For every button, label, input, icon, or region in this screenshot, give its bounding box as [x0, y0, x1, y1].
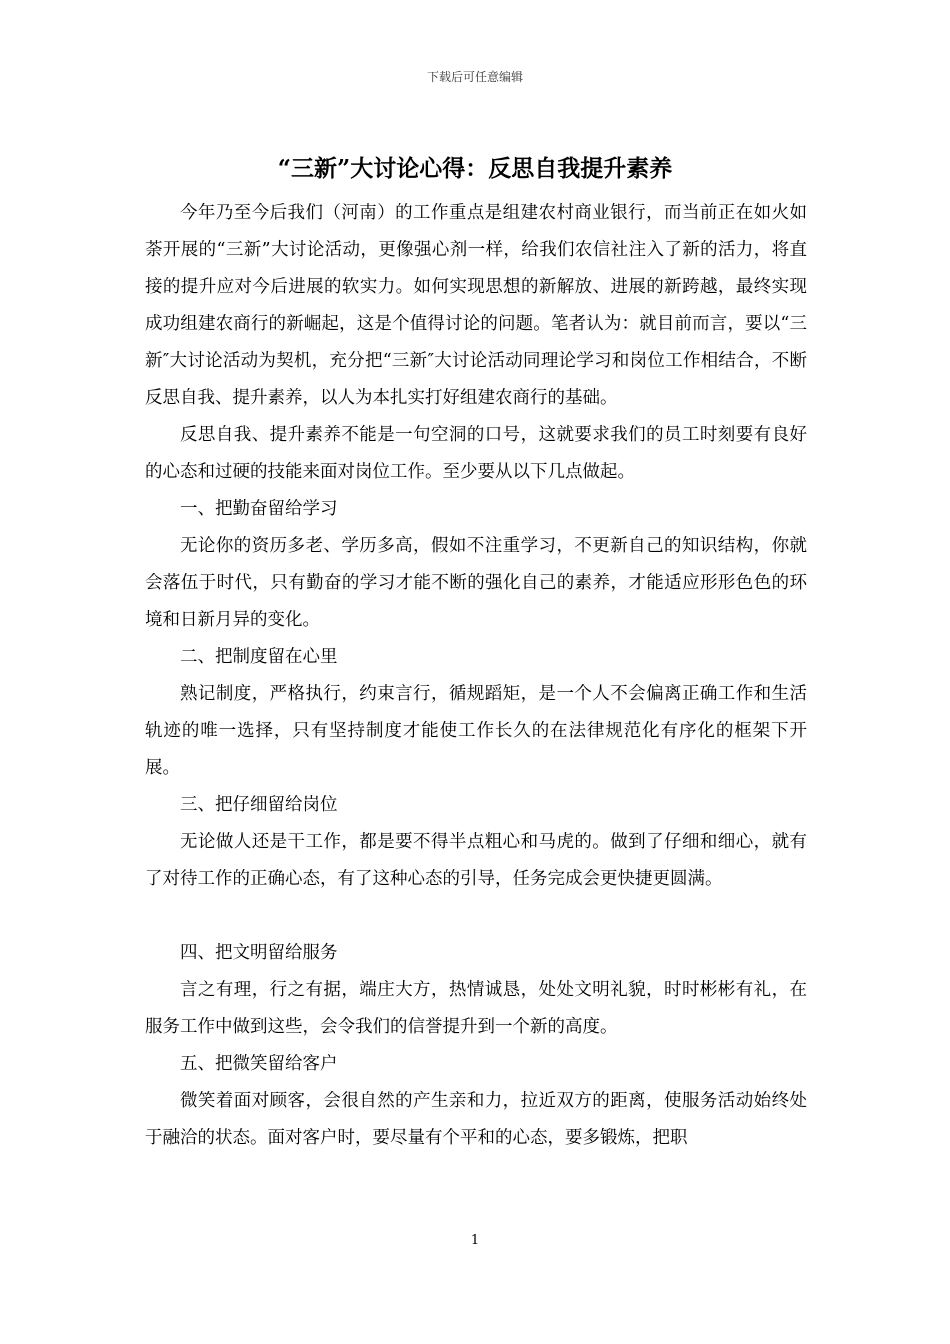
- intro-paragraph: 反思自我、提升素养不能是一句空洞的口号，这就要求我们的员工时刻要有良好的心态和过硬的技能来面对岗位工作。至少要从以下几点做起。: [145, 425, 807, 482]
- intro-paragraph: 今年乃至今后我们（河南）的工作重点是组建农村商业银行，而当前正在如火如荼开展的“三新”大讨论活动，更像强心剂一样，给我们农信社注入了新的活力，将直接的提升应对今后进展的软实力。如何实现思想的新解放、进展的新跨越，最终实现成功组建农商行的新崛起，这是个值得讨论的问题。笔者认为：就目前而言，要以“三新″大讨论活动为契机，充分把“三新″大讨论活动同理论学习和岗位工作相结合，不断反思自我、提升素养，以人为本扎实打好组建农商行的基础。: [145, 203, 807, 408]
- document-title: “三新”大讨论心得：反思自我提升素养: [277, 155, 673, 182]
- blank-line: [145, 898, 807, 935]
- section-paragraph: 无论做人还是干工作，都是要不得半点粗心和马虎的。做到了仔细和细心，就有了对待工作的正确心态，有了这种心态的引导，任务完成会更快捷更圆满。: [145, 832, 807, 889]
- section-heading: 四、把文明留给服务: [180, 943, 338, 963]
- section-paragraph: 微笑着面对顾客，会很自然的产生亲和力，拉近双方的距离，使服务活动始终处于融洽的状态。面对客户时，要尽量有个平和的心态，要多锻炼，把职: [145, 1091, 807, 1148]
- section-paragraph: 言之有理，行之有据，端庄大方，热情诚恳，处处文明礼貌，时时彬彬有礼，在服务工作中做到这些，会令我们的信誉提升到一个新的高度。: [145, 980, 807, 1037]
- header-note: 下载后可任意编辑: [426, 70, 523, 84]
- section-heading: 一、把勤奋留给学习: [180, 499, 338, 519]
- page-number: 1: [470, 1233, 480, 1248]
- section-heading: 五、把微笑留给客户: [180, 1054, 338, 1074]
- section-heading: 三、把仔细留给岗位: [180, 795, 338, 815]
- section-heading: 二、把制度留在心里: [180, 647, 338, 667]
- section-paragraph: 无论你的资历多老、学历多高，假如不注重学习，不更新自己的知识结构，你就会落伍于时代，只有勤奋的学习才能不断的强化自己的素养，才能适应形形色色的环境和日新月异的变化。: [145, 536, 807, 630]
- section-paragraph: 熟记制度，严格执行，约束言行，循规蹈矩，是一个人不会偏离正确工作和生活轨迹的唯一选择，只有坚持制度才能使工作长久的在法律规范化有序化的框架下开展。: [145, 684, 807, 778]
- document-body: [145, 195, 807, 1157]
